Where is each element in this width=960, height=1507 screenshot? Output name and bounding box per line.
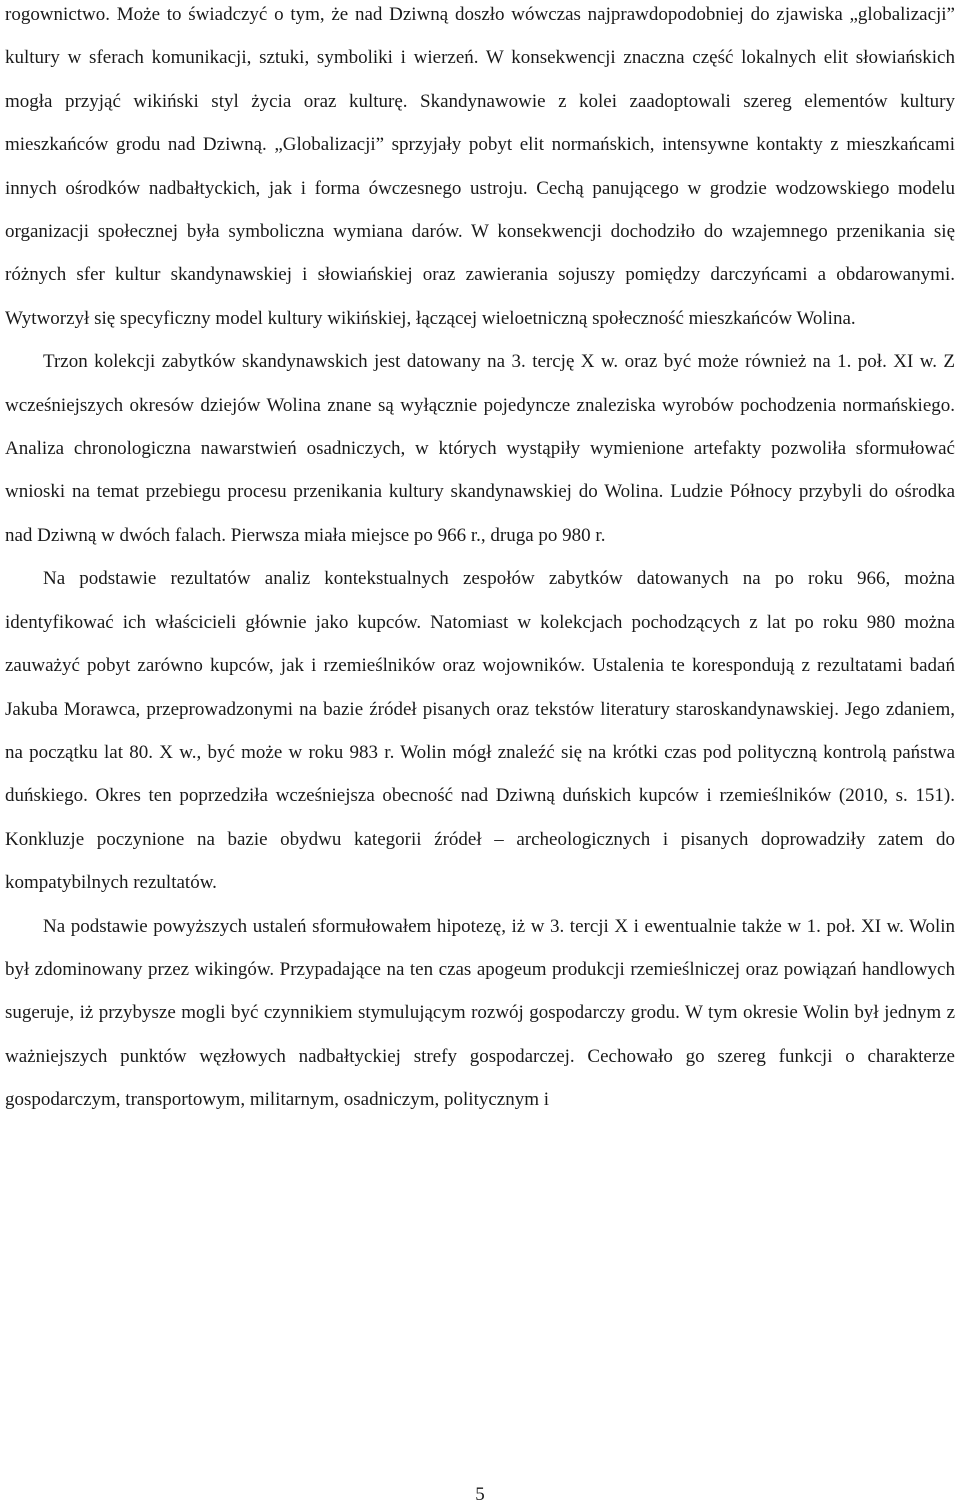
paragraph: Na podstawie powyższych ustaleń sformułowałem hipotezę, iż w 3. tercji X i ewentualnie także w 1. poł. XI w. Wolin był zdominowany przez wikingów. Przypadające na ten czas apogeum produkcji rzemieślniczej oraz powiązań handlowych sugeruje, iż przybysze mogli być czynnikiem stymulującym rozwój gospodarczy grodu. W tym okresie Wolin był jednym z ważniejszych punktów węzłowych nadbałtyckiej strefy gospodarczej. Cechowało go szereg funkcji o charakterze gospodarczym, transportowym, militarnym, osadniczym, politycznym i [5, 915, 955, 1111]
paragraph-continued: rogownictwo. Może to świadczyć o tym, że nad Dziwną doszło wówczas najprawdopodobniej do zjawiska „globalizacji” kultury w sferach komunikacji, sztuki, symboliki i wierzeń. W konsekwencji znaczna część lokalnych elit słowiańskich mogła przyjąć wikiński styl życia oraz kulturę. Skandynawowie z kolei zaadoptowali szereg elementów kultury mieszkańców grodu nad Dziwną. „Globalizacji” sprzyjały pobyt elit normańskich, intensywne kontakty z mieszkańcami innych ośrodków nadbałtyckich, jak i forma ówczesnego ustroju. Cechą panującego w grodzie wodzowskiego modelu organizacji społecznej była symboliczna wymiana darów. W konsekwencji dochodziło do wzajemnego przenikania się różnych sfer kultur skandynawskiej i słowiańskiej oraz zawierania sojuszy pomiędzy darczyńcami a obdarowanymi. Wytworzył się specyficzny model kultury wikińskiej, łączącej wieloetniczną społeczność mieszkańców Wolina. [5, 4, 955, 329]
body-text [5, 0, 955, 1122]
page-number: 5 [475, 1484, 485, 1505]
paragraph: Na podstawie rezultatów analiz kontekstualnych zespołów zabytków datowanych na po roku 966, można identyfikować ich właścicieli głównie jako kupców. Natomiast w kolekcjach pochodzących z lat po roku 980 można zauważyć pobyt zarówno kupców, jak i rzemieślników oraz wojowników. Ustalenia te korespondują z rezultatami badań Jakuba Morawca, przeprowadzonymi na bazie źródeł pisanych oraz tekstów literatury staroskandynawskiej. Jego zdaniem, na początku lat 80. X w., być może w roku 983 r. Wolin mógł znaleźć się na krótki czas pod polityczną kontrolą państwa duńskiego. Okres ten poprzedziła wcześniejsza obecność nad Dziwną duńskich kupców i rzemieślników (2010, s. 151). Konkluzje poczynione na bazie obydwu kategorii źródeł – archeologicznych i pisanych doprowadziły zatem do kompatybilnych rezultatów. [5, 568, 955, 894]
paragraph: Trzon kolekcji zabytków skandynawskich jest datowany na 3. tercję X w. oraz być może również na 1. poł. XI w. Z wcześniejszych okresów dziejów Wolina znane są wyłącznie pojedyncze znaleziska wyrobów pochodzenia normańskiego. Analiza chronologiczna nawarstwień osadniczych, w których wystąpiły wymienione artefakty pozwoliła sformułować wnioski na temat przebiegu procesu przenikania kultury skandynawskiej do Wolina. Ludzie Północy przybyli do ośrodka nad Dziwną w dwóch falach. Pierwsza miała miejsce po 966 r., druga po 980 r. [5, 351, 955, 546]
document-page [5, 0, 955, 1507]
